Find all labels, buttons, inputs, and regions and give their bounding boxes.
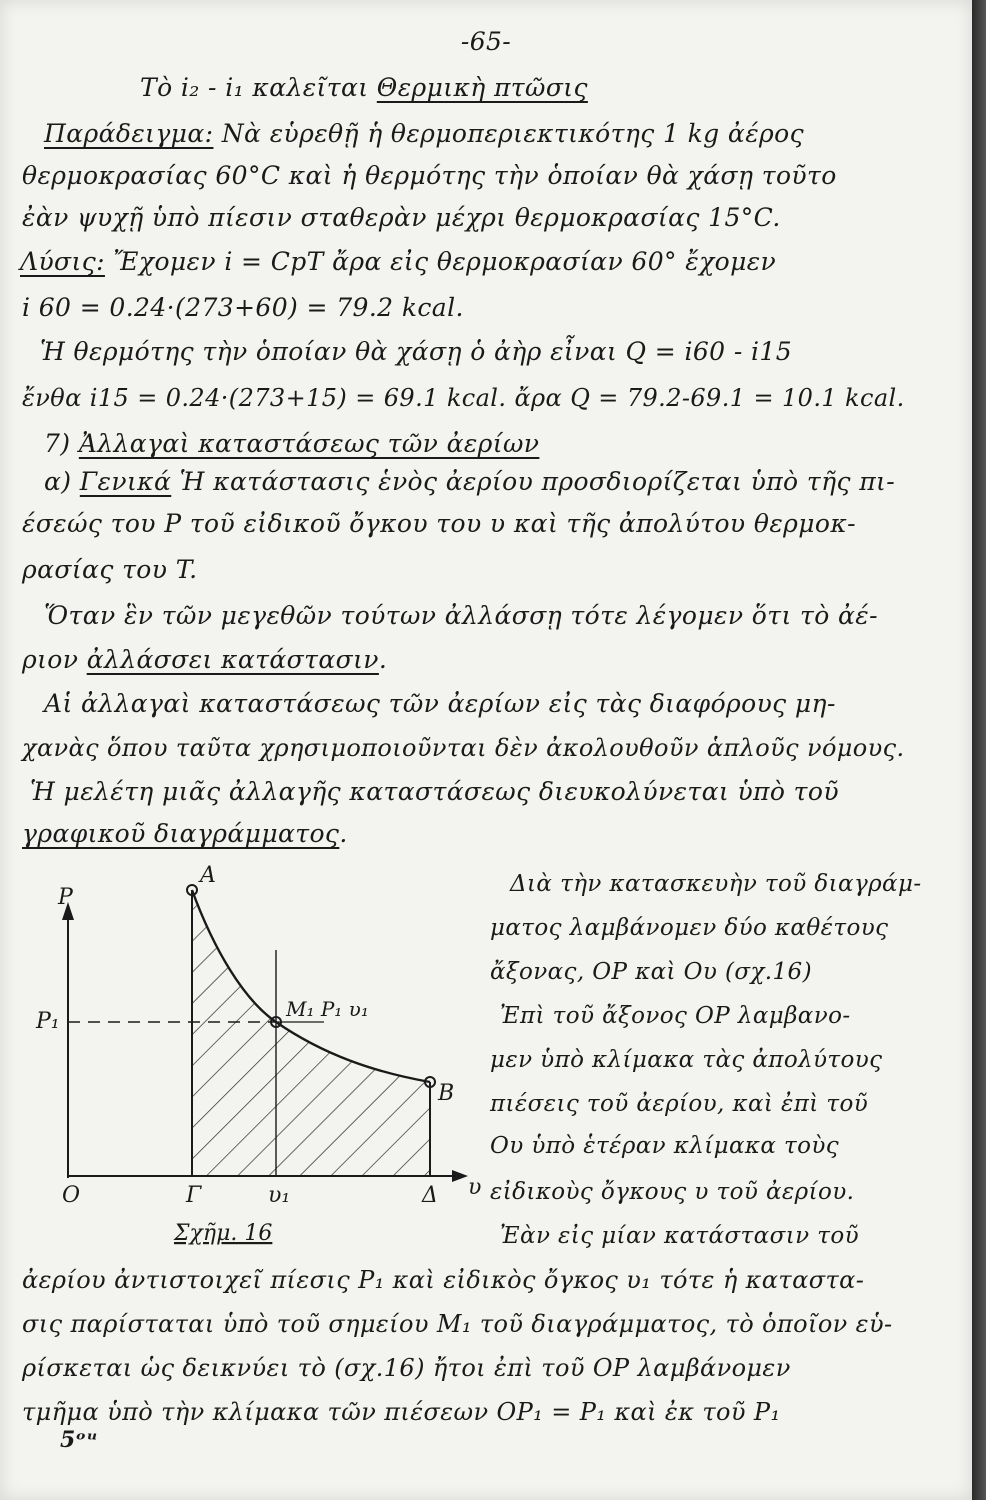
label-A: A (200, 863, 216, 888)
bottom-line-4: τμῆμα ὑπὸ τὴν κλίμακα τῶν πιέσεων OP₁ = P₁ καὶ ἐκ τοῦ P₁ (22, 1398, 781, 1426)
example-line-3: ἐὰν ψυχῇ ὑπὸ πίεσιν σταθερὰν μέχρι θερμοκρασίας 15°C. (22, 203, 781, 232)
example-line-2: θερμοκρασίας 60°C καὶ ἡ θερμότης τὴν ὁποίαν θὰ χάσῃ τοῦτο (22, 161, 837, 190)
bottom-line-1: ἀερίου ἀντιστοιχεῖ πίεσις P₁ καὶ εἰδικὸς ὄγκος υ₁ τότε ἡ καταστα- (22, 1266, 865, 1294)
work-area-hatch (192, 890, 430, 1175)
para-4-term: γραφικοῦ διαγράμματος (22, 819, 340, 848)
para-3-line-2: χανὰς ὅπου ταῦτα χρησιμοποιοῦνται δὲν ἀκολουθοῦν ἁπλοῦς νόμους. (22, 734, 905, 762)
right-line-9: Ἐὰν εἰς μίαν κατάστασιν τοῦ (500, 1223, 859, 1249)
intro-term: Θερμικὴ πτῶσις (376, 73, 588, 102)
right-line-2: ματος λαμβάνομεν δύο καθέτους (490, 915, 889, 941)
general-line-2: έσεώς του P τοῦ εἰδικοῦ ὄγκου του υ καὶ τῆς ἀπολύτου θερμοκ- (22, 509, 856, 538)
solution-line-4: ἔνθα i15 = 0.24·(273+15) = 69.1 kcal. ἄρα Q = 79.2-69.1 = 10.1 kcal. (22, 384, 905, 412)
para-2-end: . (378, 645, 388, 674)
para-2-term: ἀλλάσσει κατάστασιν (86, 645, 379, 674)
right-line-7: Oυ ὑπὸ ἑτέραν κλίμακα τοὺς (490, 1133, 840, 1159)
para-3-line-1: Αἱ ἀλλαγαὶ καταστάσεως τῶν ἀερίων εἰς τὰς διαφόρους μη- (44, 689, 836, 718)
figure-caption: Σχῆμ. 16 (174, 1221, 273, 1246)
section-title: Ἀλλαγαὶ καταστάσεως τῶν ἀερίων (78, 429, 540, 458)
general-line-3: ρασίας του T. (22, 555, 198, 584)
right-line-1: Διὰ τὴν κατασκευὴν τοῦ διαγράμ- (510, 871, 922, 897)
right-line-6: πιέσεις τοῦ ἀερίου, καὶ ἐπὶ τοῦ (490, 1091, 869, 1117)
para-4-line-2 (22, 818, 348, 850)
u-axis-arrow (452, 1170, 468, 1182)
label-u: υ (468, 1175, 482, 1200)
intro-prefix: Τὸ i₂ - i₁ καλεῖται (140, 73, 377, 102)
label-D: Δ (422, 1183, 438, 1208)
example-text-1: Νὰ εὑρεθῇ ἡ θερμοπεριεκτικότης 1 kg ἀέρος (213, 119, 804, 148)
bottom-line-2: σις παρίσταται ὑπὸ τοῦ σημείου M₁ τοῦ διαγράμματος, τὸ ὁποῖον εὑ- (22, 1310, 893, 1338)
para-4-end: . (339, 819, 348, 848)
sub-label: α) (44, 467, 72, 496)
para-2-prefix: ριον (22, 645, 87, 674)
bottom-line-3: ρίσκεται ὡς δεικνύει τὸ (σχ.16) ἤτοι ἐπὶ τοῦ OP λαμβάνομεν (22, 1354, 791, 1382)
para-4-line-1: Ἡ μελέτη μιᾶς ἀλλαγῆς καταστάσεως διευκολύνεται ὑπὸ τοῦ (30, 777, 839, 806)
label-P1: P₁ (36, 1009, 60, 1034)
sub-title: Γενικά (79, 467, 172, 496)
intro-line (140, 72, 588, 104)
general-line-1 (44, 466, 895, 498)
section-number: 7) (44, 429, 71, 458)
solution-line-1 (20, 246, 776, 278)
solution-label: Λύσις: (20, 247, 105, 276)
general-text-1: Ἡ κατάστασις ἑνὸς ἀερίου προσδιορίζεται ὑπὸ τῆς πι- (171, 467, 896, 496)
scan-edge (972, 0, 986, 1500)
solution-line-2: i 60 = 0.24·(273+60) = 79.2 kcal. (22, 293, 464, 322)
right-line-5: μεν ὑπὸ κλίμακα τὰς ἀπολύτους (490, 1047, 883, 1073)
example-label: Παράδειγμα: (44, 119, 214, 148)
para-2-line-1: Ὅταν ἓν τῶν μεγεθῶν τούτων ἀλλάσσῃ τότε λέγομεν ὅτι τὸ ἀέ- (44, 601, 878, 630)
label-u1: υ₁ (268, 1183, 291, 1208)
right-line-4: Ἐπὶ τοῦ ἄξονος OP λαμβανο- (500, 1003, 851, 1029)
solution-text-1: Ἔχομεν i = CpT ἄρα εἰς θερμοκρασίαν 60° ἔχομεν (104, 247, 777, 276)
example-line-1 (44, 118, 804, 150)
page-number: -65- (460, 27, 512, 56)
label-G: Γ (186, 1183, 202, 1208)
label-O: O (62, 1183, 81, 1208)
section-heading (44, 428, 539, 460)
label-P: P (58, 885, 73, 910)
right-line-8: εἰδικοὺς ὄγκους υ τοῦ ἀερίου. (490, 1179, 855, 1205)
para-2-line-2 (22, 644, 387, 676)
pv-diagram (24, 860, 494, 1250)
label-B: B (438, 1081, 455, 1106)
solution-line-3: Ἡ θερμότης τὴν ὁποίαν θὰ χάσῃ ὁ ἀὴρ εἶναι Q = i60 - i15 (40, 337, 793, 366)
footer-signature-mark: 5ᵒᵘ (60, 1427, 99, 1453)
label-M1: M₁ P₁ υ₁ (286, 997, 369, 1021)
right-line-3: ἄξονας, OP καὶ Oυ (σχ.16) (490, 959, 812, 985)
